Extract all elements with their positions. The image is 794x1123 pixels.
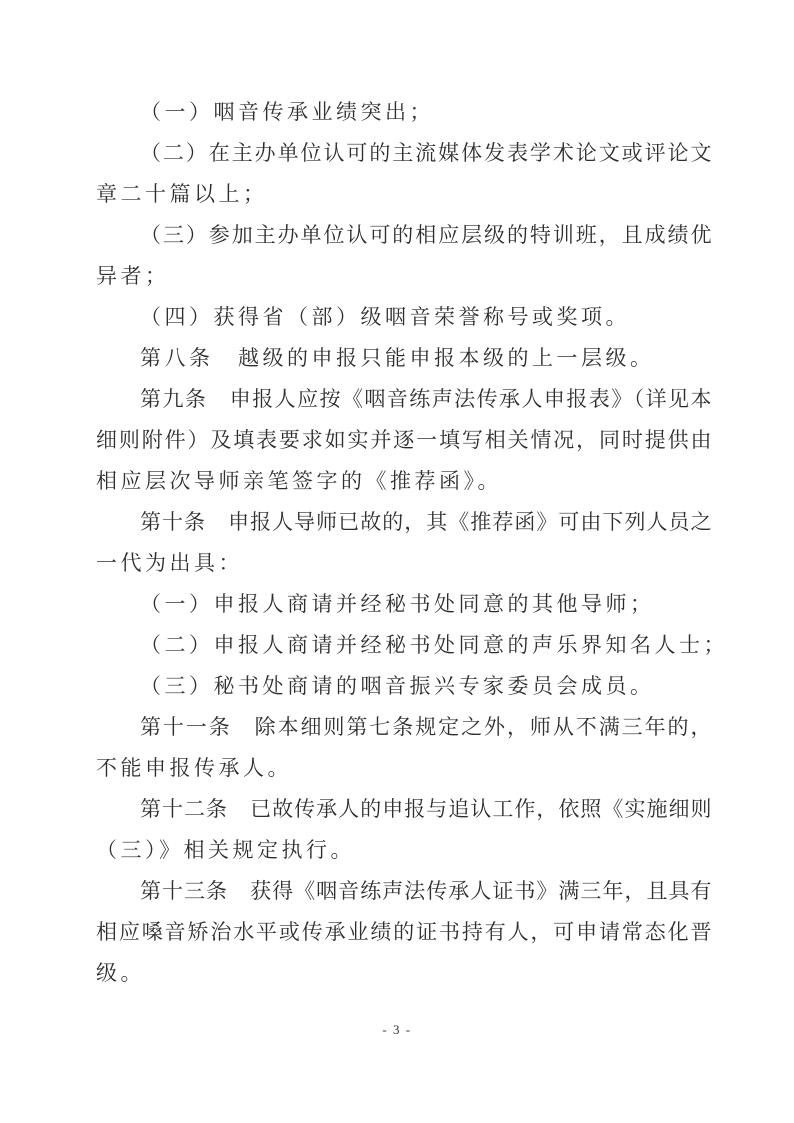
text-line: （二）申报人商请并经秘书处同意的声乐界知名人士；	[140, 633, 728, 657]
text-line: 相应层次导师亲笔签字的《推荐函》。	[96, 469, 502, 493]
text-line: 第十条 申报人导师已故的，其《推荐函》可由下列人员之	[140, 510, 712, 534]
text-line: 第十二条 已故传承人的申报与追认工作，依照《实施细则	[140, 797, 712, 821]
text-line: （三）》相关规定执行。	[96, 838, 355, 862]
text-line: 第十三条 获得《咽音练声法传承人证书》满三年，且具有	[140, 879, 712, 903]
text-line: （四）获得省（部）级咽音荣誉称号或奖项。	[140, 305, 630, 329]
text-line: （一）咽音传承业绩突出；	[140, 100, 434, 124]
text-line: 章二十篇以上；	[96, 182, 268, 206]
text-line: 级。	[96, 961, 145, 985]
text-line: 相应嗓音矫治水平或传承业绩的证书持有人，可申请常态化晋	[96, 920, 712, 944]
text-line: （三）秘书处商请的咽音振兴专家委员会成员。	[140, 674, 655, 698]
page-number: - 3 -	[382, 1022, 412, 1037]
document-body	[96, 92, 728, 994]
text-line: 细则附件）及填表要求如实并逐一填写相关情况，同时提供由	[96, 428, 712, 452]
text-line: （三）参加主办单位认可的相应层级的特训班，且成绩优	[140, 223, 712, 247]
text-line: 第九条 申报人应按《咽音练声法传承人申报表》（详见本	[140, 387, 712, 411]
text-line: （二）在主办单位认可的主流媒体发表学术论文或评论文	[140, 141, 712, 165]
text-line: 异者；	[96, 264, 170, 288]
text-line: 不能申报传承人。	[96, 756, 292, 780]
text-line: 第八条 越级的申报只能申报本级的上一层级。	[140, 346, 655, 370]
text-line: （一）申报人商请并经秘书处同意的其他导师；	[140, 592, 655, 616]
text-line: 第十一条 除本细则第七条规定之外，师从不满三年的，	[140, 715, 712, 739]
text-line: 一代为出具：	[96, 551, 243, 575]
